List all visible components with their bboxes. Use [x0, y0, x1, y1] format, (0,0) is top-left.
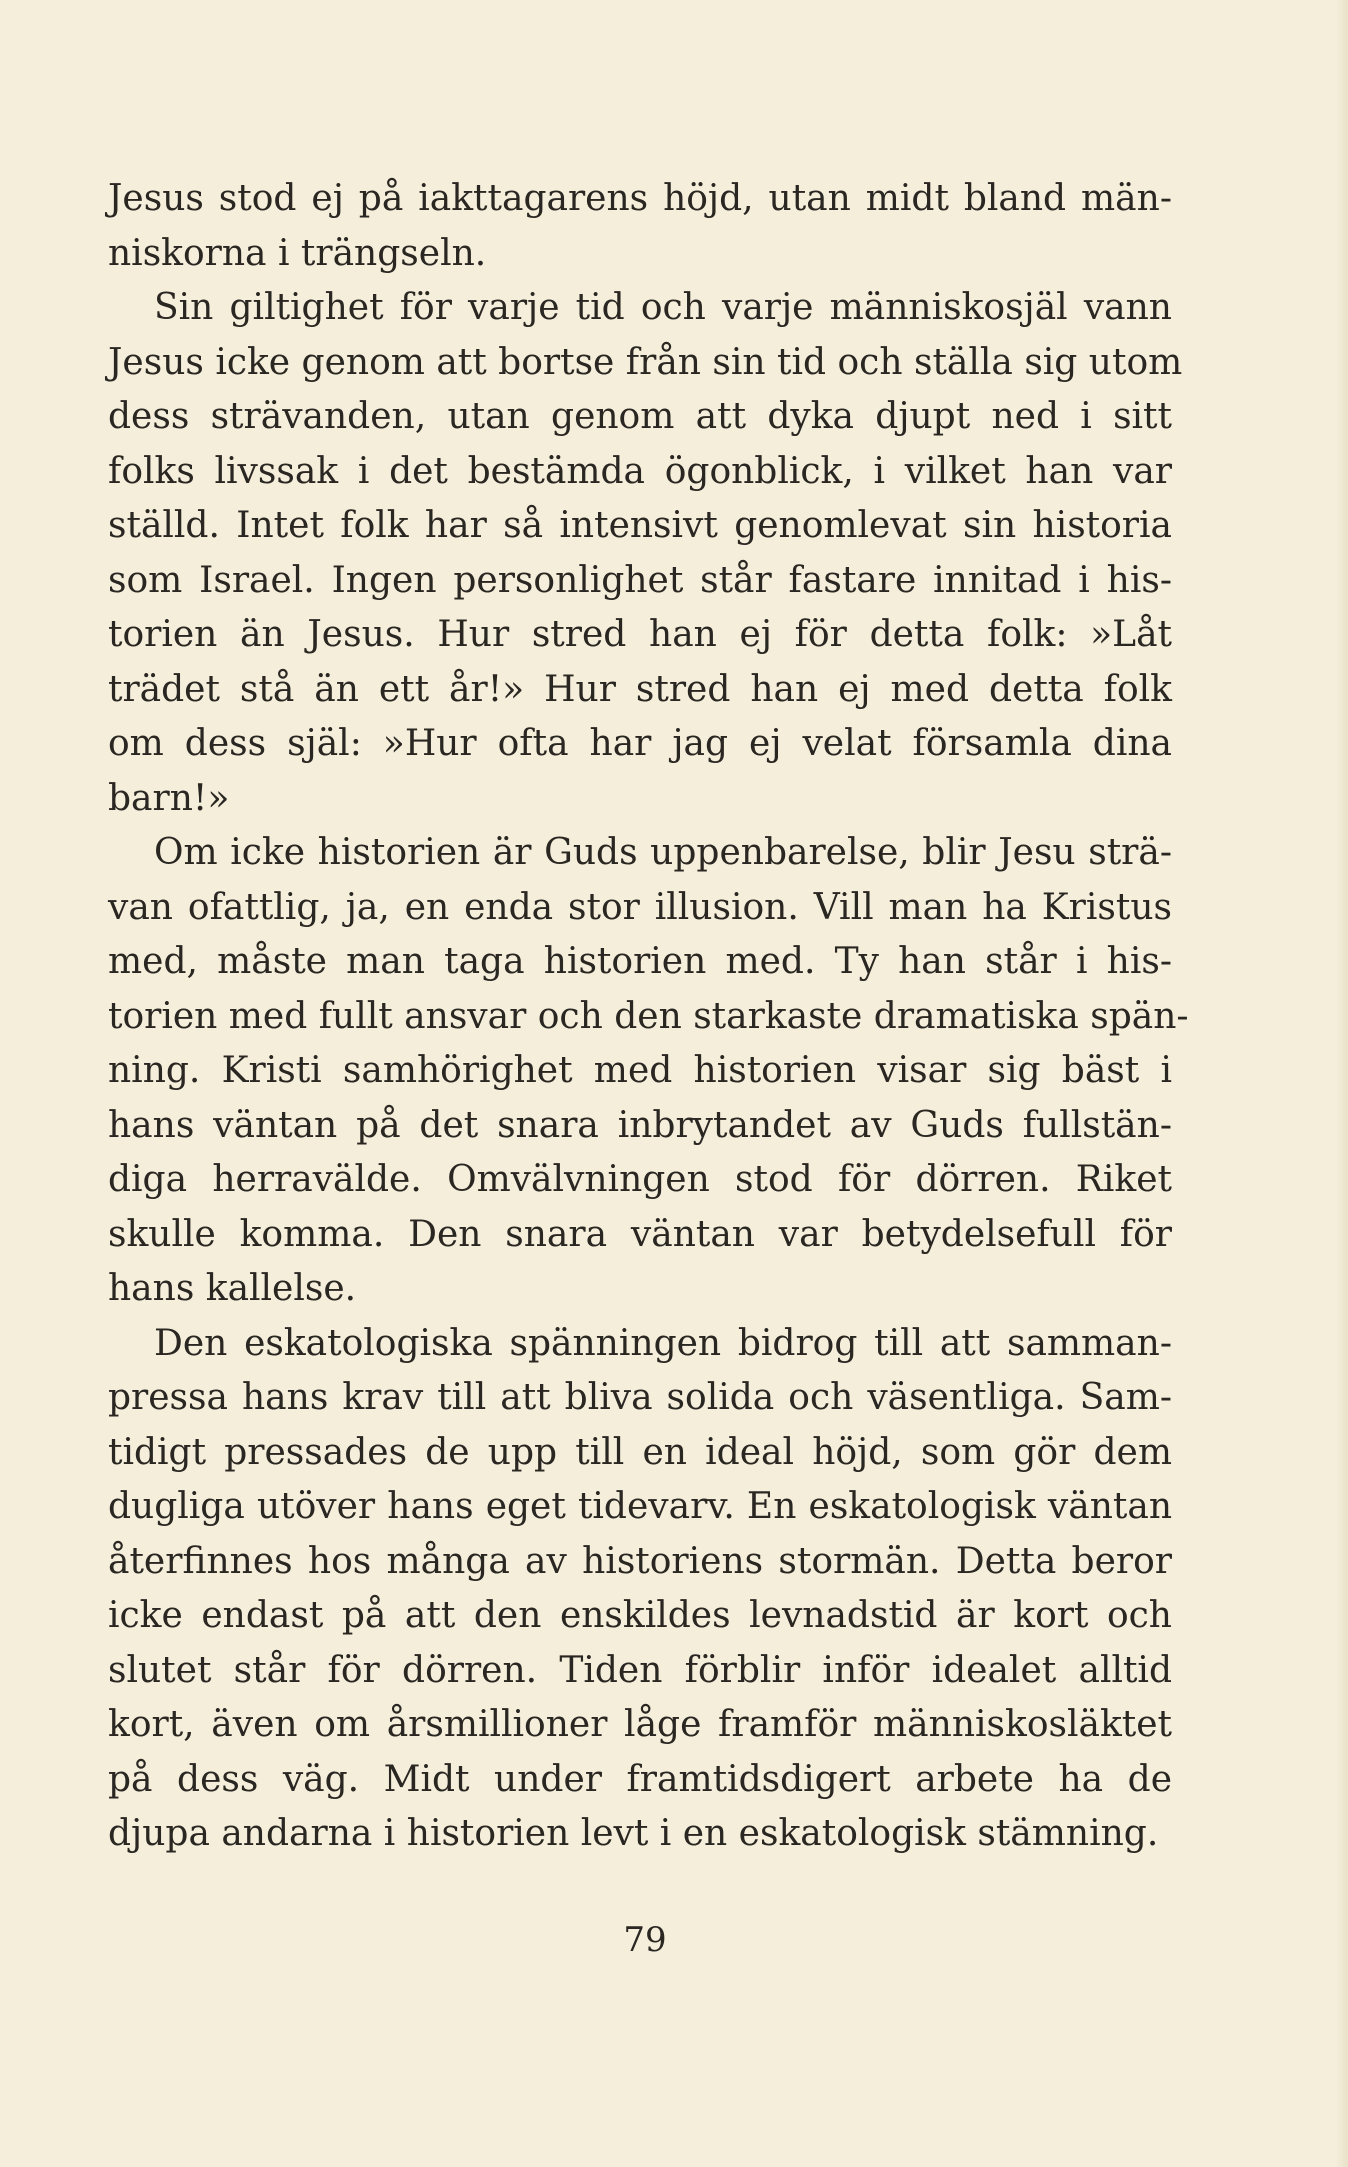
text-line: återfinnes hos många av historiens stormän. Detta beror [108, 1540, 1172, 1582]
text-line: slutet står för dörren. Tiden förblir inför idealet alltid [108, 1649, 1172, 1691]
text-line: folks livssak i det bestämda ögonblick, i vilket han var [108, 450, 1172, 492]
text-line: hans väntan på det snara inbrytandet av Guds fullstän- [108, 1104, 1172, 1146]
text-line: dugliga utöver hans eget tidevarv. En eskatologisk väntan [108, 1486, 1172, 1527]
page-edge-shading [1336, 0, 1348, 2167]
text-line: djupa andarna i historien levt i en eskatologisk stämning. [108, 1813, 1159, 1854]
text-line: ställd. Intet folk har så intensivt genomlevat sin historia [108, 505, 1172, 546]
text-line: Jesus stod ej på iakttagarens höjd, utan midt bland män- [108, 178, 1172, 219]
text-line: torien med fullt ansvar och den starkaste dramatiska spän- [108, 995, 1189, 1037]
text-line: ning. Kristi samhörighet med historien visar sig bäst i [108, 1050, 1172, 1091]
text-line: dess strävanden, utan genom att dyka djupt ned i sitt [108, 396, 1172, 437]
text-line: som Israel. Ingen personlighet står fastare innitad i his- [108, 559, 1172, 601]
text-line: pressa hans krav till att bliva solida och väsentliga. Sam- [108, 1377, 1172, 1418]
text-line: Om icke historien är Guds uppenbarelse, blir Jesu strä- [154, 832, 1172, 873]
text-line: på dess väg. Midt under framtidsdigert arbete ha de [108, 1758, 1172, 1800]
text-line: diga herravälde. Omvälvningen stod för dörren. Riket [108, 1159, 1172, 1200]
paragraph [108, 826, 1189, 1317]
text-line: om dess själ: »Hur ofta har jag ej velat församla dina [108, 723, 1172, 764]
paragraph [108, 172, 1172, 281]
text-line: trädet stå än ett år!» Hur stred han ej med detta folk [108, 668, 1172, 710]
page-number: 79 [623, 1920, 667, 1960]
text-line: kort, även om årsmillioner låge framför människosläktet [108, 1704, 1172, 1745]
text-line: barn!» [108, 777, 230, 819]
text-line: tidigt pressades de upp till en ideal höjd, som gör dem [108, 1431, 1172, 1473]
text-line: van ofattlig, ja, en enda stor illusion. Vill man ha Kristus [108, 886, 1172, 928]
text-line: med, måste man taga historien med. Ty han står i his- [108, 941, 1172, 982]
text-line: Sin giltighet för varje tid och varje människosjäl vann [154, 287, 1172, 328]
text-line: Jesus icke genom att bortse från sin tid och ställa sig utom [108, 341, 1183, 383]
text-line: icke endast på att den enskildes levnadstid är kort och [108, 1595, 1172, 1636]
paragraph [108, 281, 1183, 826]
text-line: niskorna i trängseln. [108, 232, 487, 274]
paragraph [108, 1317, 1172, 1862]
text-line: torien än Jesus. Hur stred han ej för detta folk: »Låt [108, 614, 1172, 655]
text-line: hans kallelse. [108, 1268, 357, 1309]
text-line: Den eskatologiska spänningen bidrog till att samman- [154, 1322, 1172, 1364]
body-text [108, 172, 1189, 1862]
text-line: skulle komma. Den snara väntan var betydelsefull för [108, 1213, 1172, 1255]
